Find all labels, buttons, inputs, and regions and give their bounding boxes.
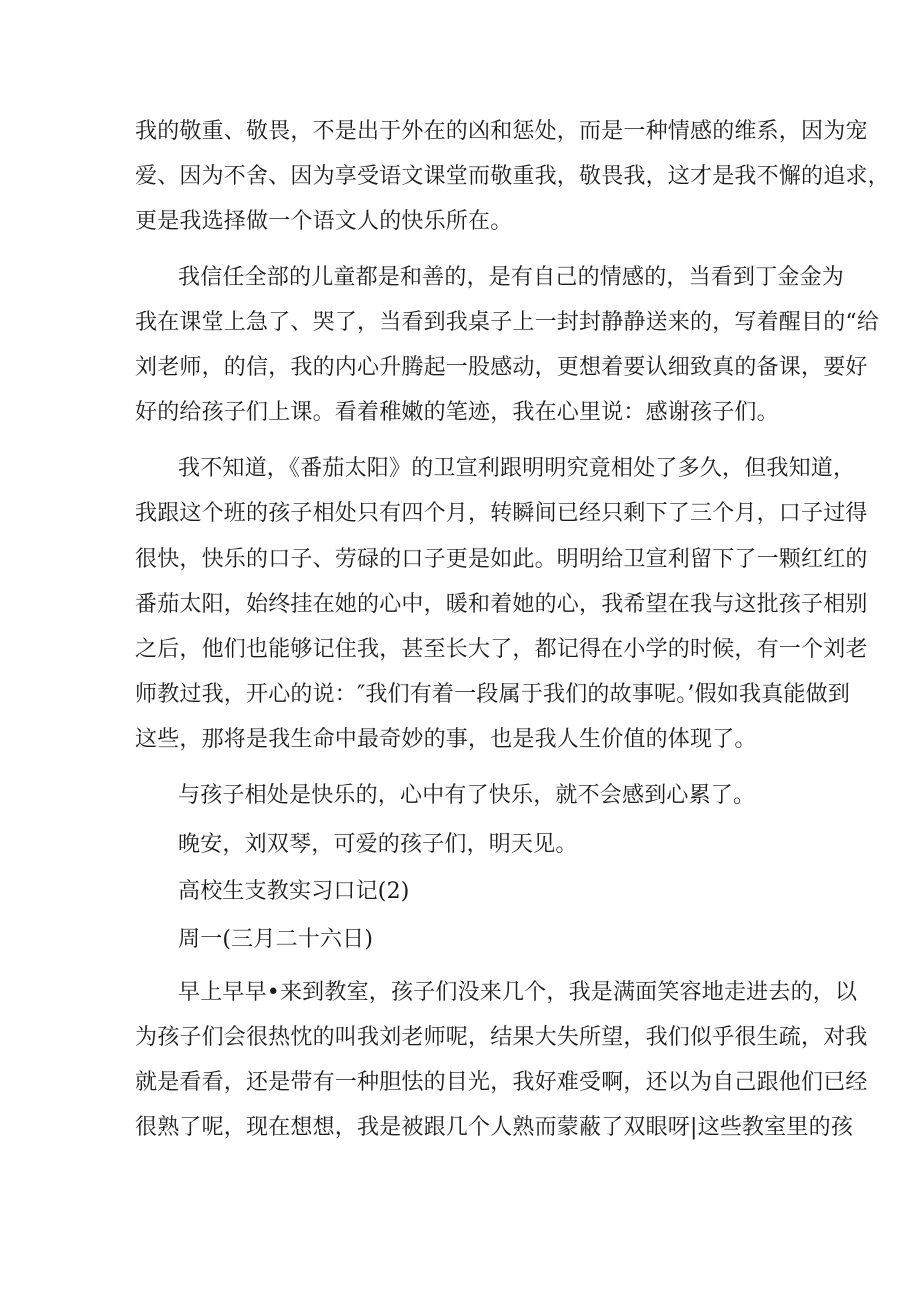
date-heading: 周一(三月二十六日) — [178, 927, 374, 952]
text-line: 更是我选择做一个语文人的快乐所在。 — [135, 209, 513, 234]
text-line: 这些，那将是我生命中最奇妙的事，也是我人生价值的体现了。 — [135, 727, 757, 752]
text-line: 我的敬重、敬畏，不是出于外在的凶和惩处，而是一种情感的维系，因为宠 — [135, 119, 868, 144]
section-heading: 高校生支教实习口记(2) — [178, 879, 410, 904]
text-line: 就是看看，还是带有一种胆怯的目光，我好难受啊，还以为自己跟他们已经 — [135, 1070, 868, 1095]
text-line: 很熟了呢，现在想想，我是被跟几个人熟而蒙蔽了双眼呀|这些教室里的孩 — [135, 1115, 854, 1140]
text-line: 师教过我，开心的说：″我们有着一段属于我们的故事呢。’假如我真能做到 — [135, 682, 851, 707]
text-line: 我在课堂上急了、哭了，当看到我桌子上一封封静静送来的，写着醒目的“给 — [135, 310, 880, 335]
text-line: 好的给孩子们上课。看着稚嫩的笔迹，我在心里说：感谢孩子们。 — [135, 400, 779, 425]
text-line: 之后，他们也能够记住我，甚至长大了，都记得在小学的时候，有一个刘老 — [135, 637, 868, 662]
paragraph-first-line: 我信任全部的儿童都是和善的，是有自己的情感的，当看到丁金金为 — [178, 265, 845, 290]
paragraph-first-line: 早上早早•来到教室，孩子们没来几个，我是满面笑容地走进去的，以 — [178, 980, 858, 1005]
text-line: 我跟这个班的孩子相处只有四个月，转瞬间已经只剩下了三个月，口子过得 — [135, 501, 868, 526]
text-line: 番茄太阳，始终挂在她的心中，暖和着她的心，我希望在我与这批孩子相别 — [135, 592, 868, 617]
text-line: 为孩子们会很热忱的叫我刘老师呢，结果大失所望，我们似乎很生疏，对我 — [135, 1025, 868, 1050]
text-line: 爱、因为不舍、因为享受语文课堂而敬重我，敬畏我，这才是我不懈的追求， — [135, 164, 890, 189]
text-line: 刘老师，的信，我的内心升腾起一股感动，更想着要认细致真的备课，要好 — [135, 355, 868, 380]
paragraph-first-line: 我不知道，《番茄太阳》的卫宣利跟明明究竟相处了多久，但我知道， — [178, 456, 856, 481]
paragraph-first-line: 晚安，刘双琴，可爱的孩子们，明天见。 — [178, 832, 578, 857]
text-line: 很快，快乐的口子、劳碌的口子更是如此。明明给卫宣利留下了一颗红红的 — [135, 547, 868, 572]
paragraph-first-line: 与孩子相处是快乐的，心中有了快乐，就不会感到心累了。 — [178, 783, 756, 808]
